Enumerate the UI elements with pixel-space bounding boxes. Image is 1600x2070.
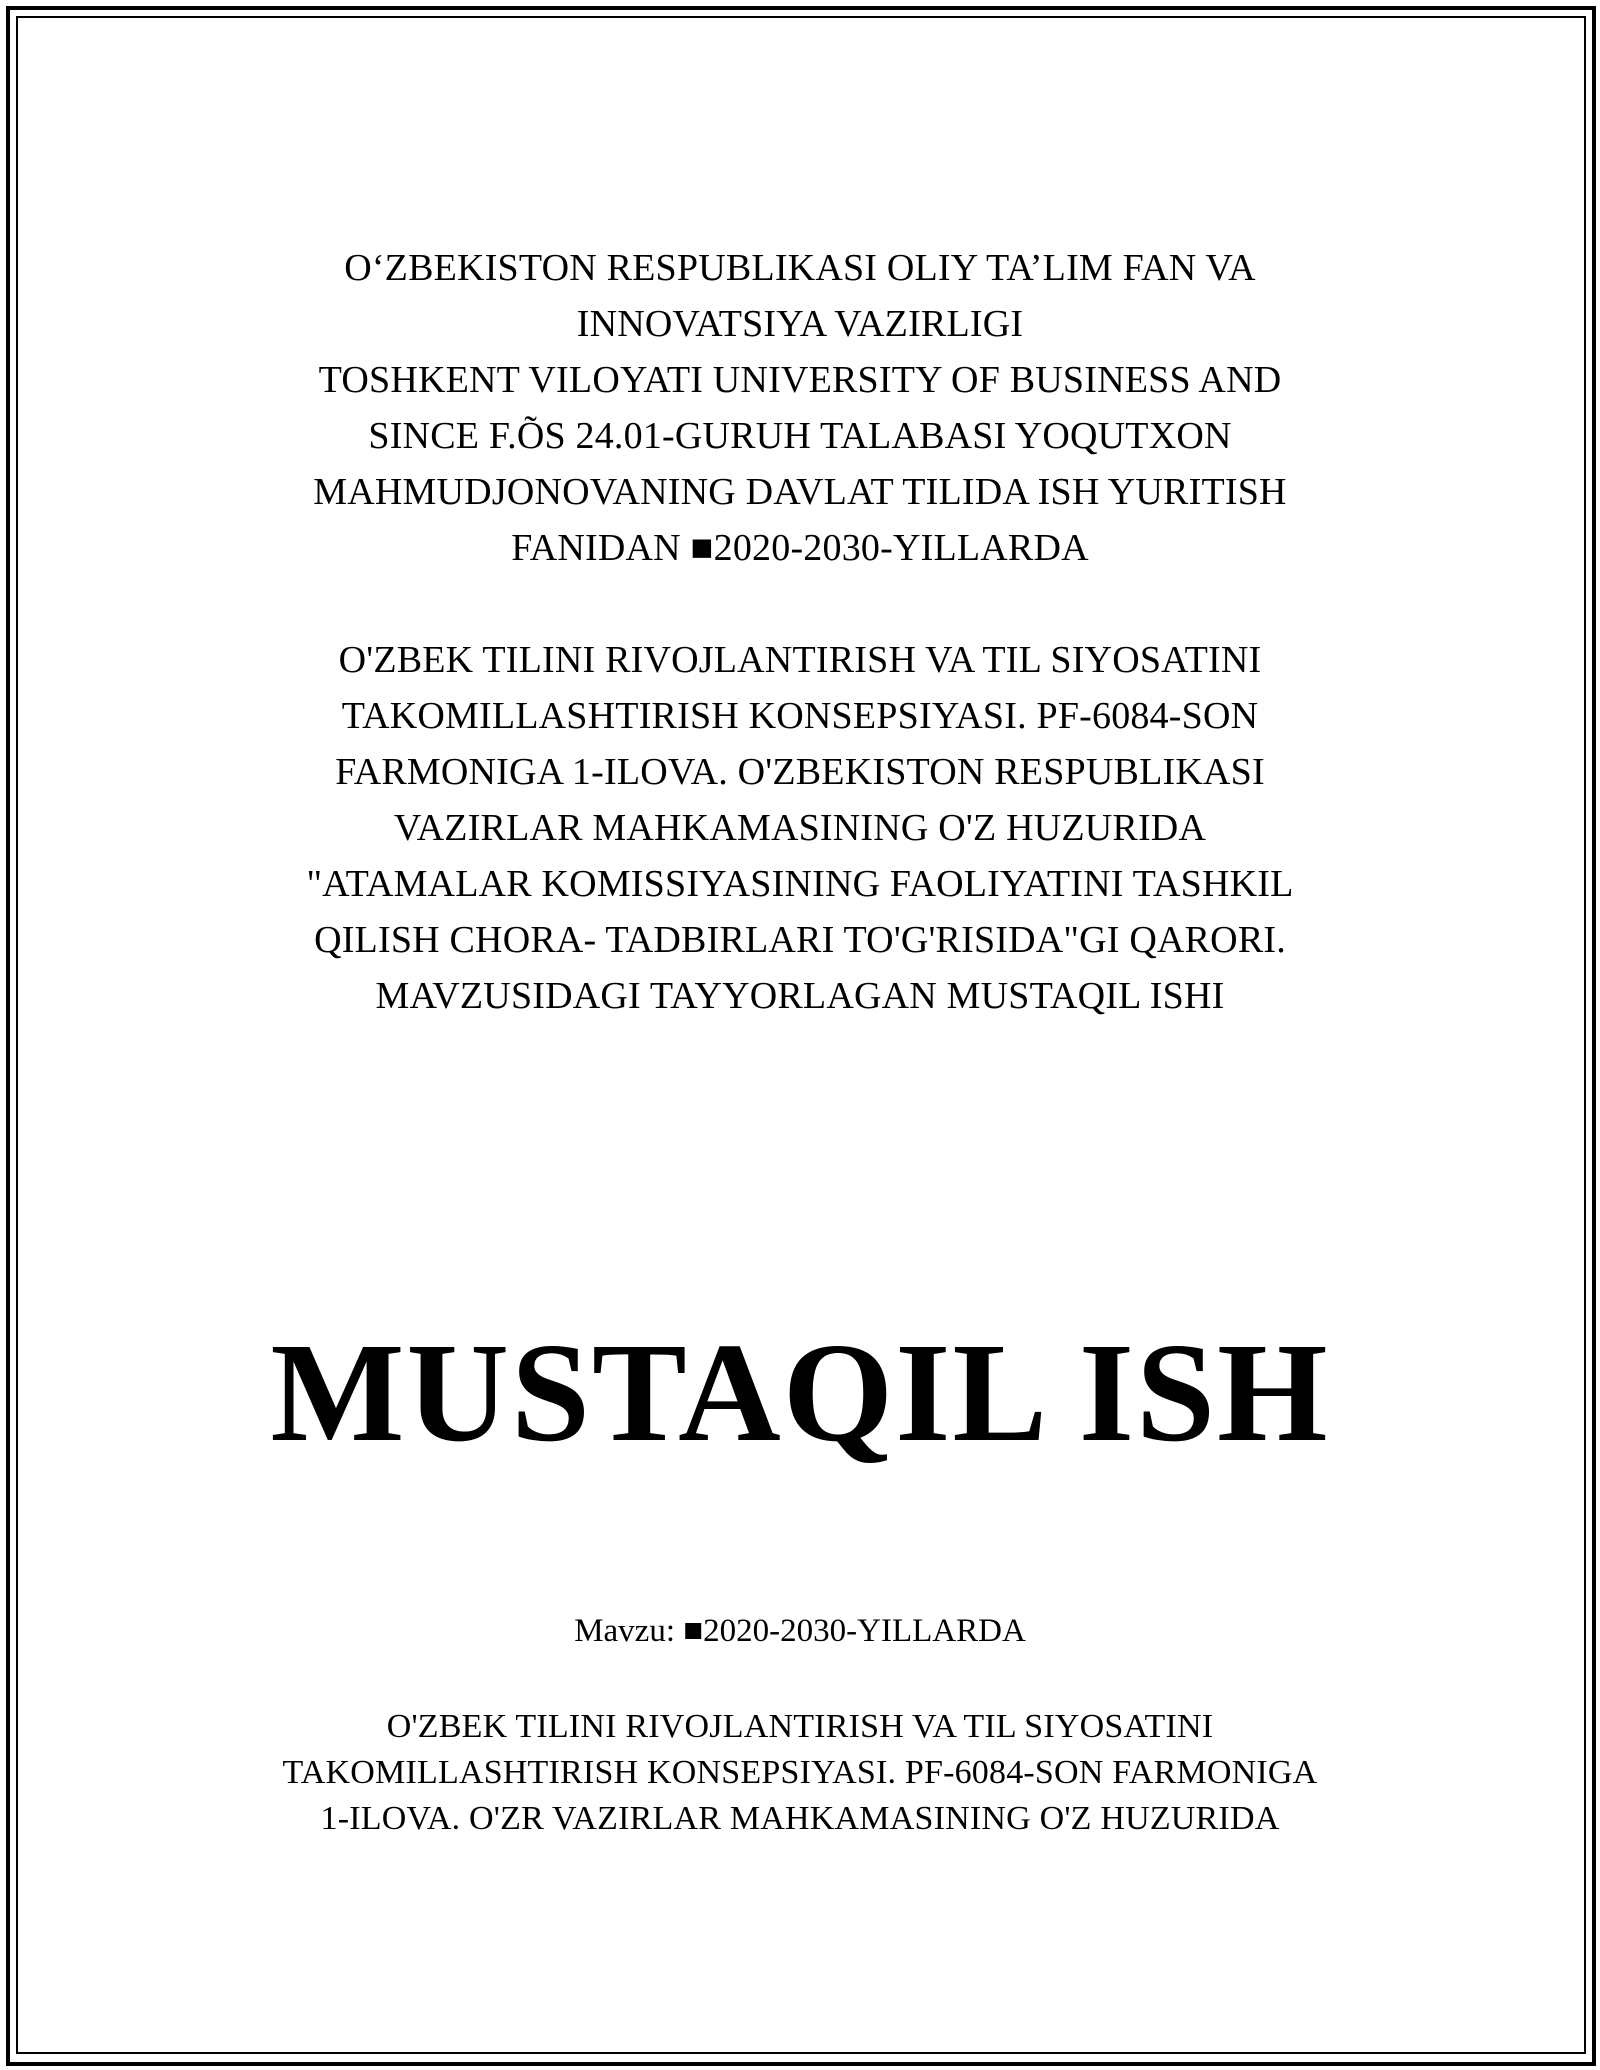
footer-topic-line: 1-ILOVA. O'ZR VAZIRLAR MAHKAMASINING O'Z HUZURIDA — [320, 1800, 1280, 1837]
topic-line: VAZIRLAR MAHKAMASINING O'Z HUZURIDA — [393, 807, 1207, 849]
intro-paragraph — [0, 240, 1600, 576]
topic-block — [0, 632, 1600, 1024]
topic-line: MAVZUSIDAGI TAYYORLAGAN MUSTAQIL ISHI — [375, 975, 1225, 1017]
topic-line: "ATAMALAR KOMISSIYASINING FAOLIYATINI TASHKIL — [306, 863, 1294, 905]
subject-line: Mavzu: ■2020-2030-YILLARDA — [574, 1613, 1026, 1649]
footer-topic-paragraph — [0, 1704, 1600, 1842]
intro-line: SINCE F.ÕS 24.01-GURUH TALABASI YOQUTXON — [368, 415, 1232, 457]
intro-line: MAHMUDJONOVANING DAVLAT TILIDA ISH YURITISH — [313, 471, 1287, 513]
topic-line: TAKOMILLASHTIRISH KONSEPSIYASI. PF-6084-SON — [341, 695, 1259, 737]
intro-block — [0, 240, 1600, 576]
document-title: MUSTAQIL ISH — [270, 1313, 1330, 1471]
intro-line: FANIDAN ■2020-2030-YILLARDA — [511, 527, 1089, 569]
footer-topic-line: TAKOMILLASHTIRISH KONSEPSIYASI. PF-6084-SON FARMONIGA — [282, 1754, 1318, 1791]
intro-line: INNOVATSIYA VAZIRLIGI — [576, 303, 1024, 345]
footer-topic-line: O'ZBEK TILINI RIVOJLANTIRISH VA TIL SIYOSATINI — [386, 1708, 1214, 1745]
footer-topic-block — [0, 1704, 1600, 1842]
topic-line: QILISH CHORA- TADBIRLARI TO'G'RISIDA"GI QARORI. — [314, 919, 1286, 961]
intro-line: O‘ZBEKISTON RESPUBLIKASI OLIY TA’LIM FAN VA — [344, 247, 1256, 289]
intro-line: TOSHKENT VILOYATI UNIVERSITY OF BUSINESS AND — [318, 359, 1282, 401]
topic-line: FARMONIGA 1-ILOVA. O'ZBEKISTON RESPUBLIKASI — [335, 751, 1265, 793]
topic-line: O'ZBEK TILINI RIVOJLANTIRISH VA TIL SIYOSATINI — [338, 639, 1262, 681]
topic-paragraph — [0, 632, 1600, 1024]
